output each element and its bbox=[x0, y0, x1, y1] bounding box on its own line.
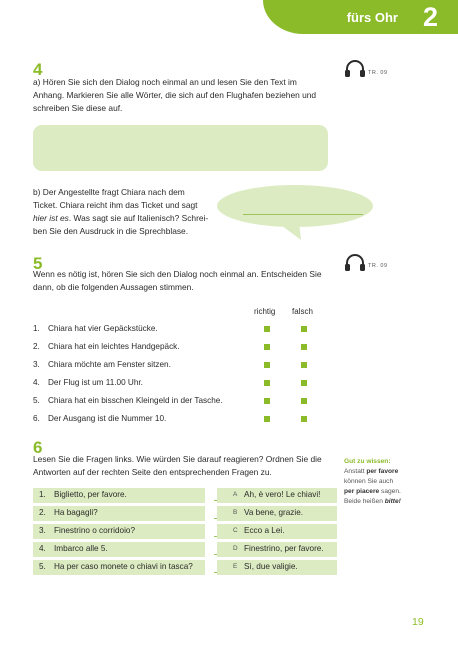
checkbox-falsch[interactable] bbox=[301, 380, 307, 386]
statement-text: Chiara hat vier Gepäckstücke. bbox=[48, 324, 158, 333]
question-text: Finestrino o corridoio? bbox=[54, 526, 136, 535]
statement-text: Chiara möchte am Fenster sitzen. bbox=[48, 360, 171, 369]
question-text: Biglietto, per favore. bbox=[54, 490, 127, 499]
headphones-icon[interactable] bbox=[344, 254, 366, 272]
exercise-6-intro: Lesen Sie die Fragen links. Wie würden Sie darauf reagieren? Ordnen Sie die Antworten auf der rechten Seite den entsprechenden Fragen zu. bbox=[33, 454, 322, 477]
checkbox-falsch[interactable] bbox=[301, 398, 307, 404]
headphones-icon[interactable] bbox=[344, 60, 366, 78]
statement-index: 1. bbox=[33, 324, 40, 333]
unit-title: fürs Ohr bbox=[346, 10, 398, 25]
checkbox-richtig[interactable] bbox=[264, 416, 270, 422]
checkbox-richtig[interactable] bbox=[264, 326, 270, 332]
statement-text: Chiara hat ein leichtes Handgepäck. bbox=[48, 342, 180, 351]
track-label: TR. 09 bbox=[368, 263, 388, 269]
answer-text: Ecco a Lei. bbox=[244, 526, 285, 535]
statement-index: 4. bbox=[33, 378, 40, 387]
answer-letter: D bbox=[233, 545, 238, 552]
question-row bbox=[33, 506, 205, 521]
question-text: Imbarco alle 5. bbox=[54, 544, 108, 553]
exercise-4a-text: a) Hören Sie sich den Dialog noch einmal an und lesen Sie den Text im Anhang. Markieren Sie alle Wörter, die sich auf den Flughafen beziehen und schreiben Sie diese auf. bbox=[33, 77, 317, 113]
column-header-falsch: falsch bbox=[292, 307, 313, 316]
question-index: 1. bbox=[39, 490, 46, 499]
answer-letter: E bbox=[233, 563, 238, 570]
checkbox-falsch[interactable] bbox=[301, 362, 307, 368]
answer-letter: A bbox=[233, 491, 238, 498]
statement-row bbox=[33, 393, 333, 411]
question-row bbox=[33, 560, 205, 575]
statement-index: 5. bbox=[33, 396, 40, 405]
question-index: 2. bbox=[39, 508, 46, 517]
checkbox-falsch[interactable] bbox=[301, 326, 307, 332]
answer-row bbox=[217, 560, 337, 575]
unit-number: 2 bbox=[422, 2, 438, 32]
statement-row bbox=[33, 375, 333, 393]
checkbox-richtig[interactable] bbox=[264, 398, 270, 404]
statement-row bbox=[33, 411, 333, 429]
checkbox-falsch[interactable] bbox=[301, 344, 307, 350]
question-row bbox=[33, 488, 205, 503]
statement-text: Der Flug ist um 11.00 Uhr. bbox=[48, 378, 143, 387]
bubble-answer-line[interactable] bbox=[243, 214, 363, 215]
answer-text: Sì, due valigie. bbox=[244, 562, 298, 571]
answer-row bbox=[217, 488, 337, 503]
exercise-4-number: 4 bbox=[33, 60, 43, 79]
checkbox-richtig[interactable] bbox=[264, 344, 270, 350]
question-index: 4. bbox=[39, 544, 46, 553]
speech-bubble[interactable] bbox=[215, 184, 375, 242]
answer-box[interactable] bbox=[33, 125, 328, 171]
exercise-6-number: 6 bbox=[33, 438, 43, 457]
tip-title: Gut zu wissen: bbox=[344, 458, 391, 465]
statement-row bbox=[33, 339, 333, 357]
italic-phrase: hier ist es bbox=[33, 213, 69, 223]
question-text: Ha bagagli? bbox=[54, 508, 98, 517]
exercise-5-number: 5 bbox=[33, 254, 43, 273]
statement-row bbox=[33, 321, 333, 339]
checkbox-falsch[interactable] bbox=[301, 416, 307, 422]
answer-text: Va bene, grazie. bbox=[244, 508, 304, 517]
answer-letter: C bbox=[233, 527, 238, 534]
column-header-richtig: richtig bbox=[254, 307, 276, 316]
question-row bbox=[33, 524, 205, 539]
answer-row bbox=[217, 506, 337, 521]
statement-index: 6. bbox=[33, 414, 40, 423]
statement-text: Chiara hat ein bisschen Kleingeld in der Tasche. bbox=[48, 396, 223, 405]
statement-text: Der Ausgang ist die Nummer 10. bbox=[48, 414, 167, 423]
question-index: 5. bbox=[39, 562, 46, 571]
question-index: 3. bbox=[39, 526, 46, 535]
track-label: TR. 09 bbox=[368, 70, 388, 76]
question-text: Ha per caso monete o chiavi in tasca? bbox=[54, 562, 193, 571]
answer-text: Finestrino, per favore. bbox=[244, 544, 324, 553]
statement-index: 3. bbox=[33, 360, 40, 369]
tip-box: Gut zu wissen: Anstatt per favore können Sie auch per piacere sagen. Beide heißen bitte! bbox=[344, 457, 424, 507]
statement-row bbox=[33, 357, 333, 375]
answer-letter: B bbox=[233, 509, 238, 516]
page-number: 19 bbox=[412, 616, 424, 628]
statement-index: 2. bbox=[33, 342, 40, 351]
answer-text: Ah, è vero! Le chiavi! bbox=[244, 490, 321, 499]
exercise-5-intro: Wenn es nötig ist, hören Sie sich den Dialog noch einmal an. Entscheiden Sie dann, ob die folgenden Aussagen stimmen. bbox=[33, 269, 322, 292]
answer-row bbox=[217, 524, 337, 539]
header bbox=[0, 0, 458, 34]
checkbox-richtig[interactable] bbox=[264, 362, 270, 368]
exercise-4b-text: b) Der Angestellte fragt Chiara nach dem Ticket. Chiara reicht ihm das Ticket und sagt hier ist es. Was sagt sie auf Italienisch? Schrei- ben Sie den Ausdruck in die Sprechblase. bbox=[33, 187, 209, 236]
question-row bbox=[33, 542, 205, 557]
checkbox-richtig[interactable] bbox=[264, 380, 270, 386]
answer-row bbox=[217, 542, 337, 557]
